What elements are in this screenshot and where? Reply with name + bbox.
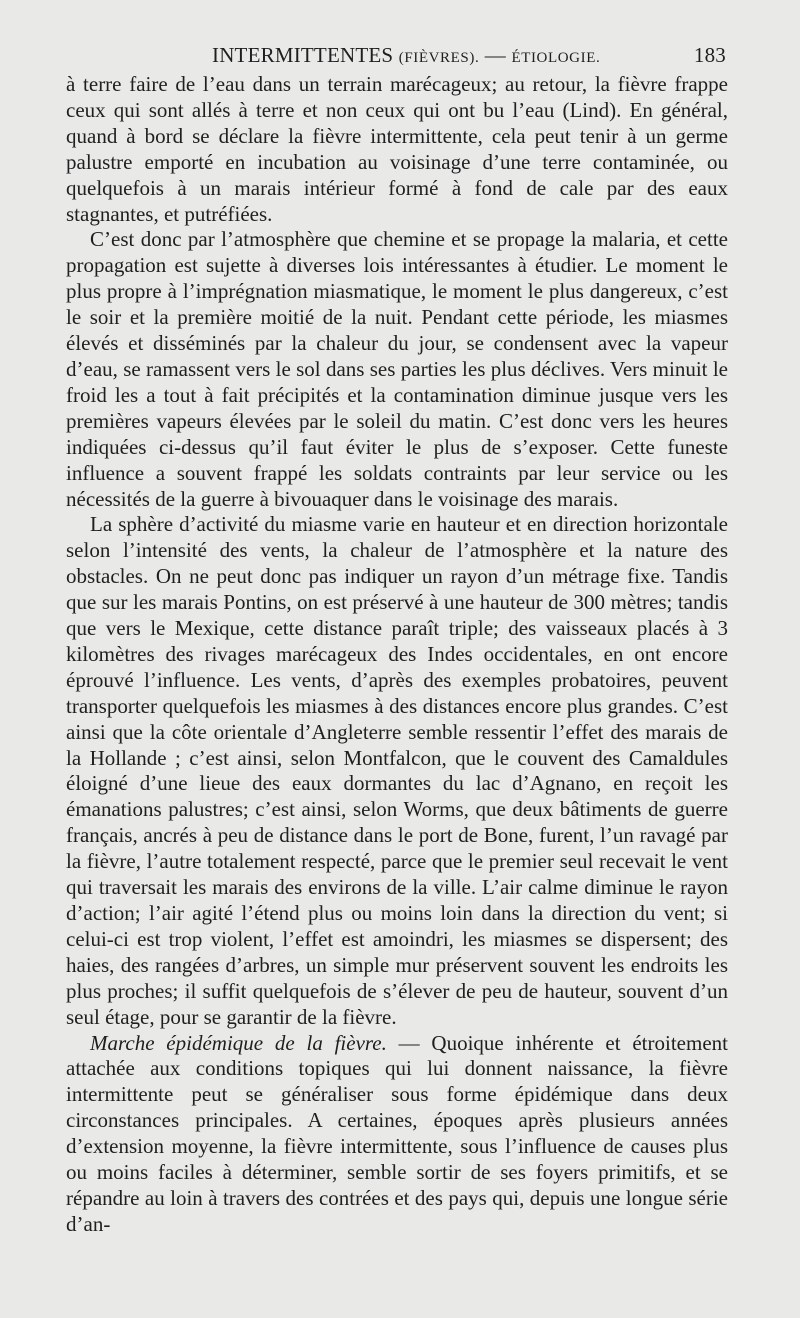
paragraph-2-text: C’est donc par l’atmosphère que chemine et se propage la malaria, et cette propagation est sujette à diverses lois intéressantes à étudier. Le moment le plus propre à l’imprégnation miasmatique, le moment le plus dangereux, c’est le soir et la première moitié de la nuit. Pendant cette période, les miasmes élevés et disséminés par la chaleur du jour, se condensent avec la vapeur d’eau, se ramassent vers le sol dans ses parties les plus déclives. Vers minuit le froid les a tout à fait précipités et la contamination diminue jusque vers les premières vapeurs élevées par le soleil du matin. C’est donc vers les heures indiquées ci-dessus qu’il faut éviter le plus de s’exposer. Cette funeste influence a souvent frappé les soldats contraints par leur service ou les nécessités de la guerre à bivouaquer dans le voisinage des marais. [66, 227, 728, 511]
title-sub: (FIÈVRES). [398, 50, 480, 66]
paragraph-1-text: à terre faire de l’eau dans un terrain marécageux; au retour, la fièvre frappe ceux qui sont allés à terre et non ceux qui ont bu l’eau (Lind). En général, quand à bord se déclare la fièvre intermittente, cela peut tenir à un germe palustre emporté en incubation au voisinage d’une terre contaminée, ou quelquefois à un marais intérieur formé à fond de cale par des eaux stagnantes, et putréfiées. [66, 72, 728, 226]
section-title: ÉTIOLOGIE. [511, 50, 601, 66]
paragraph-1 [66, 72, 728, 227]
paragraph-3-text: La sphère d’activité du miasme varie en hauteur et en direction horizontale selon l’intensité des vents, la chaleur de l’atmosphère et la nature des obstacles. On ne peut donc pas indiquer un rayon d’un métrage fixe. Tandis que sur les marais Pontins, on est préservé à une hauteur de 300 mètres; tandis que vers le Mexique, cette distance paraît triple; des vaisseaux placés à 3 kilomètres des rivages marécageux des Indes occidentales, en ont encore éprouvé l’influence. Les vents, d’après des exemples probatoires, peuvent transporter quelquefois les miasmes à des distances encore plus grandes. C’est ainsi que la côte orientale d’Angleterre semble ressentir l’effet des marais de la Hollande ; c’est ainsi, selon Montfalcon, que le couvent des Camaldules éloigné d’une lieue des eaux dormantes du lac d’Agnano, en reçoit les émanations palustres; c’est ainsi, selon Worms, que deux bâtiments de guerre français, ancrés à peu de distance dans le port de Bone, furent, l’un ravagé par la fièvre, l’autre totalement respecté, parce que le premier seul recevait le vent qui traversait les marais des environs de la ville. L’air calme diminue le rayon d’action; l’air agité l’étend plus ou moins loin dans la direction du vent; si celui-ci est trop violent, l’effet est amoindri, les miasmes se dispersent; des haies, des rangées d’arbres, un simple mur préservent souvent les endroits les plus proches; il suffit quelquefois de s’élever de peu de hauteur, souvent d’un seul étage, pour se garantir de la fièvre. [66, 512, 728, 1029]
paragraph-4-text: — Quoique inhérente et étroitement attachée aux conditions topiques qui lui donnent naissance, la fièvre intermittente peut se généraliser sous forme épidémique dans deux circonstances principales. A certaines, époques après plusieurs années d’extension moyenne, la fièvre intermittente, sous l’influence de causes plus ou moins faciles à déterminer, semble sortir de ses foyers primitifs, et se répandre au loin à travers des contrées et des pays qui, depuis une longue série d’an- [66, 1030, 728, 1236]
running-title [212, 38, 600, 75]
page-number: 183 [693, 43, 726, 67]
paragraph-2 [66, 227, 728, 512]
paragraph-3 [66, 512, 728, 1030]
running-header [66, 38, 728, 72]
run-in-heading: Marche épidémique de la fièvre. [90, 1030, 387, 1055]
body-text [66, 72, 728, 1238]
title-main: INTERMITTENTES [212, 43, 394, 67]
title-separator: — [484, 43, 506, 67]
paragraph-4 [66, 1031, 728, 1238]
